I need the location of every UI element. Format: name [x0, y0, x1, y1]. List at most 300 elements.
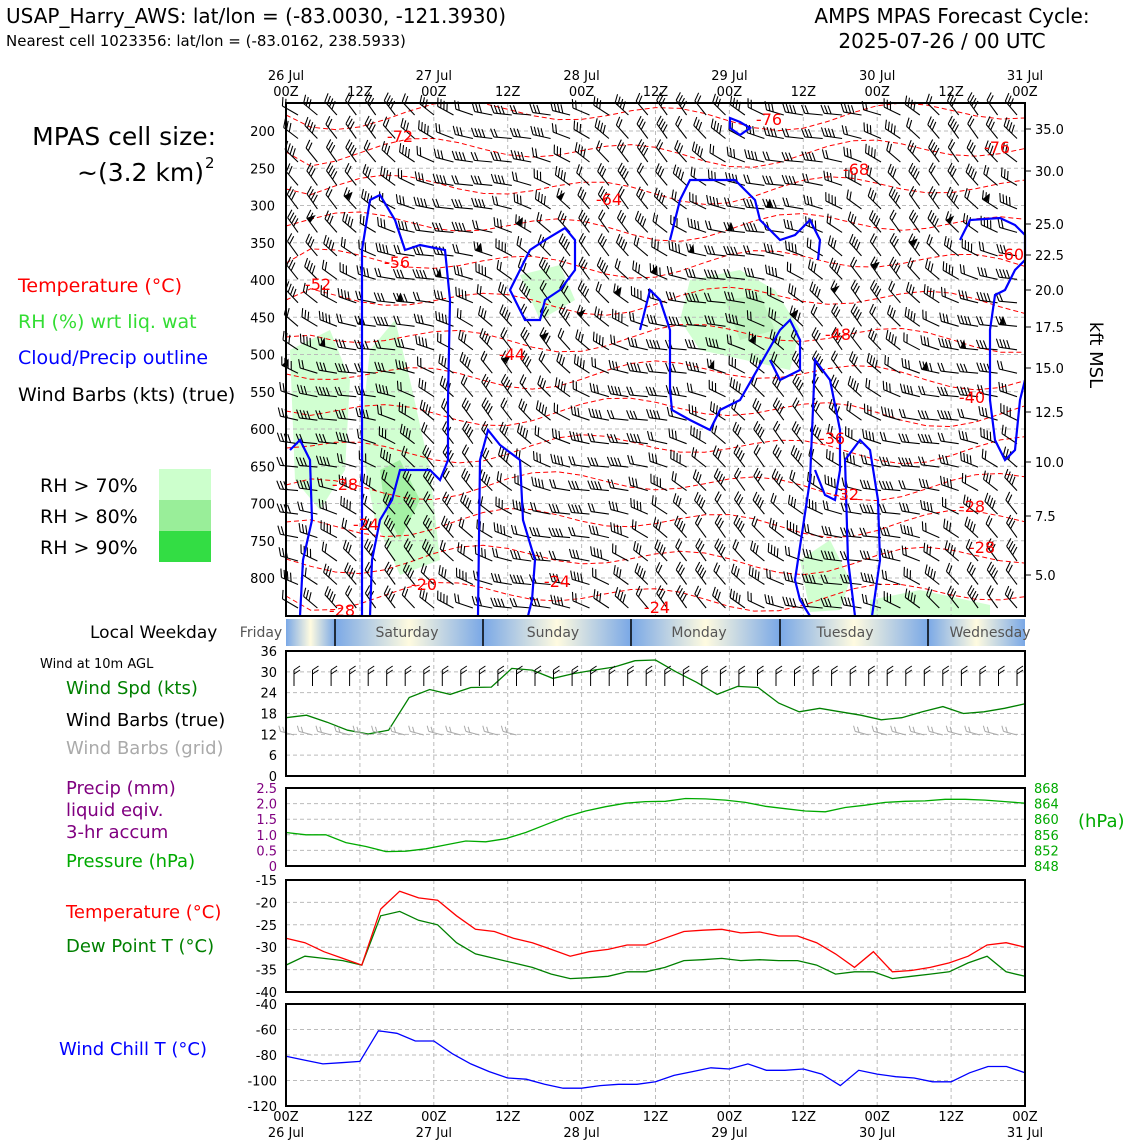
- pressure-tick-label: 500: [250, 348, 275, 364]
- wind-barb: [432, 199, 455, 209]
- top-hour-label: 00Z: [421, 85, 447, 100]
- wind-barb-staff: [1006, 500, 1017, 514]
- wind-barb-staff: [572, 440, 590, 444]
- wind-barb-feather: [705, 169, 712, 178]
- upper-air-panel: [250, 92, 1064, 620]
- wind-barb: [276, 504, 299, 515]
- wind-barb-staff: [397, 301, 415, 303]
- wind-barb: [770, 469, 790, 491]
- wind-barb: [490, 129, 513, 139]
- wind-barb: [530, 451, 553, 467]
- wind-barb-staff: [695, 523, 706, 537]
- wind-barb-feather: [407, 726, 411, 732]
- wind-barb-pennant: [982, 192, 992, 203]
- wind-barb-feather: [938, 287, 945, 296]
- wind-barb: [1003, 492, 1023, 514]
- wind-barb: [801, 129, 824, 139]
- wind-barb-staff: [848, 385, 861, 397]
- rh80-swatch: [159, 500, 211, 531]
- wind-barb-feather: [706, 380, 713, 389]
- wind-barb-staff: [809, 268, 823, 279]
- wind-barb-staff: [577, 173, 590, 186]
- wind-barb: [451, 175, 474, 185]
- wind-barb-staff: [616, 125, 628, 138]
- wind-barb-feather: [370, 726, 374, 732]
- surface-wind-barb: [906, 666, 912, 686]
- wind-barb-staff: [882, 489, 900, 491]
- pressure-tick-label: 750: [250, 534, 275, 550]
- wind-barb: [416, 378, 439, 397]
- wind-barb-staff: [520, 383, 531, 397]
- wind-barb-staff: [341, 505, 357, 514]
- wind-barb-staff: [922, 369, 940, 373]
- wind-barb: [285, 233, 304, 256]
- wind-barb: [470, 175, 493, 185]
- wind-barb: [764, 569, 787, 585]
- wind-barb-staff: [960, 348, 978, 350]
- wind-barb-staff: [615, 596, 628, 608]
- wind-barb: [840, 527, 863, 537]
- wind-barb: [746, 566, 769, 585]
- y-tick-label: -25: [255, 918, 277, 934]
- wind-barb-staff: [553, 132, 570, 138]
- wind-barb: [743, 149, 766, 162]
- wind-barb: [394, 194, 417, 209]
- wind-barb-feather: [461, 666, 467, 670]
- wind-barb-staff: [572, 512, 590, 514]
- wind-barb-feather: [297, 334, 304, 343]
- wind-barb: [569, 592, 592, 608]
- wind-barb: [868, 280, 887, 303]
- wind-barb-staff: [708, 229, 726, 232]
- wind-barb-staff: [984, 174, 998, 186]
- top-date-label: 31 Jul: [1006, 69, 1044, 84]
- wind-barb: [827, 258, 848, 279]
- wind-barb: [763, 594, 786, 608]
- wind-barb: [886, 281, 906, 303]
- wind-barb: [571, 354, 594, 373]
- wind-barb-feather: [368, 666, 374, 670]
- wind-barb: [706, 380, 729, 397]
- wind-barb: [956, 315, 979, 326]
- isotherm-label: -24: [352, 515, 380, 534]
- wind-barb-staff: [676, 547, 687, 561]
- wind-barb: [400, 93, 421, 115]
- wind-barb: [845, 376, 867, 397]
- wind-barb-feather: [871, 726, 875, 732]
- wind-barb: [806, 447, 828, 467]
- top-hour-label: 12Z: [790, 85, 817, 100]
- wind-barb: [956, 409, 979, 421]
- wind-barb: [918, 478, 941, 490]
- wind-barb-staff: [462, 453, 473, 468]
- wind-barb-pennant: [708, 359, 717, 369]
- wind-barb: [673, 116, 693, 138]
- wind-barb: [514, 423, 536, 443]
- wind-barb: [882, 120, 905, 139]
- wind-barb-staff: [345, 171, 356, 185]
- isotherm-label: -64: [595, 190, 623, 209]
- wind-barb-staff: [999, 347, 1017, 350]
- wind-barb: [917, 434, 940, 444]
- wind-barb-staff: [904, 576, 920, 585]
- wind-barb: [822, 192, 845, 209]
- wind-barb: [439, 398, 460, 420]
- wind-barb-staff: [593, 577, 609, 585]
- wind-barb: [809, 304, 829, 326]
- wind-barb: [995, 339, 1018, 350]
- wind-barb-staff: [533, 535, 551, 537]
- wind-barb: [356, 240, 379, 256]
- wind-barb: [609, 309, 632, 326]
- wind-barb: [615, 140, 635, 162]
- wind-barb-feather: [531, 169, 538, 178]
- wind-barb: [574, 304, 596, 326]
- wind-barb: [555, 328, 576, 350]
- wind-barb: [979, 449, 1002, 467]
- wind-barb: [632, 563, 653, 584]
- wind-barb-feather: [294, 666, 300, 670]
- wind-barb-staff: [306, 148, 317, 162]
- wind-barb-staff: [611, 510, 628, 515]
- wind-barb: [828, 280, 849, 303]
- wind-barb: [279, 590, 302, 608]
- wind-barb-staff: [320, 320, 337, 327]
- wind-barb: [433, 123, 456, 138]
- wind-barb: [609, 544, 632, 561]
- wind-barb: [807, 282, 828, 303]
- wind-barb: [575, 187, 595, 209]
- wind-barb: [1001, 117, 1022, 138]
- wind-barb: [472, 545, 495, 561]
- wind-barb-staff: [304, 596, 318, 608]
- wind-barb: [510, 172, 533, 186]
- wind-barb-staff: [377, 276, 395, 279]
- wind-barb: [650, 213, 672, 233]
- isotherm-label: -32: [832, 485, 860, 504]
- wind-barb-staff: [572, 558, 590, 561]
- precip-legend-line1: Precip (mm): [66, 778, 176, 799]
- wind-barb: [593, 282, 614, 303]
- y-tick-label: 18: [260, 707, 277, 723]
- wind-barb-staff: [805, 137, 823, 139]
- wind-barb-feather: [758, 666, 764, 670]
- wind-barb: [880, 381, 903, 397]
- wind-barb-staff: [280, 512, 298, 514]
- pressure-tick-label: 350: [250, 236, 275, 252]
- wind-barb: [509, 105, 532, 115]
- wind-barb-staff: [437, 320, 454, 326]
- wind-barb: [781, 175, 804, 185]
- right-tick-label: 864: [1034, 797, 1059, 813]
- wind-barb-staff: [377, 301, 395, 303]
- wind-barb-staff: [494, 137, 512, 139]
- wind-barb-staff: [438, 600, 454, 608]
- wind-barb-staff: [632, 528, 647, 537]
- wind-barb-staff: [497, 480, 512, 490]
- wind-barb: [587, 525, 610, 538]
- wind-barb-staff: [339, 322, 357, 326]
- wind-barb: [529, 104, 552, 115]
- wind-barb: [654, 562, 674, 584]
- pressure-tick-label: 650: [250, 460, 275, 476]
- wind-barbs-true-legend: Wind Barbs (true): [66, 710, 226, 731]
- top-hour-label: 00Z: [568, 85, 595, 100]
- wind-barb: [573, 329, 595, 349]
- wind-barb-feather: [589, 568, 596, 577]
- wind-barb: [647, 474, 670, 491]
- wind-barb-staff: [517, 432, 531, 444]
- right-tick-label: 852: [1034, 844, 1059, 860]
- wind-barb-staff: [533, 113, 551, 115]
- pressure-tick-label: 300: [250, 199, 275, 215]
- weekday-strip: [240, 619, 1031, 646]
- wind-barb: [781, 128, 804, 138]
- wind-barb-staff: [494, 557, 511, 561]
- wind-barb-staff: [579, 265, 590, 280]
- wind-barb: [924, 234, 945, 255]
- wind-barb: [985, 562, 1004, 585]
- wind-barb-feather: [926, 726, 930, 732]
- y-tick-label: 2.0: [256, 797, 277, 813]
- wind-barb: [514, 236, 536, 256]
- wind-barb: [686, 192, 709, 209]
- wind-barb-staff: [552, 488, 570, 491]
- wind-barb: [626, 362, 649, 373]
- wind-barb: [589, 357, 612, 373]
- wind-barb-staff: [908, 266, 920, 279]
- wind-barb-staff: [1007, 523, 1017, 538]
- wind-barb: [396, 143, 419, 162]
- wind-barb-staff: [669, 275, 686, 279]
- wind-barb: [751, 468, 770, 491]
- wind-barb: [626, 410, 649, 420]
- wind-barb: [732, 492, 751, 515]
- wind-barb-staff: [501, 406, 512, 420]
- wind-barb-feather: [997, 193, 1004, 202]
- wind-barb-feather: [463, 726, 467, 732]
- wind-barb-staff: [612, 531, 629, 537]
- wind-barb: [568, 456, 591, 467]
- wind-barb-feather: [426, 726, 430, 732]
- wind-barb: [538, 327, 558, 350]
- wind-barb: [887, 257, 907, 279]
- wind-barb: [946, 116, 965, 139]
- wind-barb-feather: [337, 262, 344, 271]
- wind-barb: [281, 119, 303, 139]
- wind-barb: [781, 197, 804, 208]
- wind-barb: [962, 517, 984, 538]
- wind-barb-feather: [822, 475, 829, 484]
- wind-barb-feather: [822, 192, 829, 201]
- wind-barb: [491, 217, 514, 232]
- wind-barb-staff: [766, 230, 784, 233]
- wind-barb: [627, 312, 650, 327]
- isotherm-label: -52: [304, 275, 332, 294]
- wind-barb-staff: [482, 382, 493, 397]
- wind-barb: [885, 164, 906, 185]
- wind-barb-staff: [728, 156, 745, 162]
- grid-wind-barb: [871, 726, 889, 735]
- wind-barb-staff: [902, 511, 920, 514]
- top-date-label: 29 Jul: [711, 69, 748, 84]
- surface-wind-barb: [405, 666, 411, 686]
- wind-barb-staff: [709, 389, 725, 397]
- isotherm-label: -72: [386, 127, 414, 146]
- wind-barb: [984, 516, 1004, 538]
- wind-barb-staff: [827, 223, 842, 233]
- wind-barb-staff: [553, 437, 570, 443]
- wind-barb: [997, 193, 1020, 209]
- height-tick-label: 30.0: [1035, 165, 1064, 180]
- wind-barb: [705, 169, 728, 185]
- height-tick-label: 5.0: [1035, 569, 1056, 584]
- wind-barb-staff: [851, 288, 861, 303]
- wind-barb-staff: [302, 317, 317, 326]
- wind-barb-staff: [513, 558, 531, 561]
- y-tick-label: 0.5: [256, 844, 277, 860]
- wind-barb: [459, 468, 479, 490]
- wind-barb: [847, 234, 868, 256]
- wind-barb: [382, 586, 402, 608]
- wind-barb: [491, 522, 514, 537]
- wind-barb-staff: [941, 321, 958, 326]
- wind-barb: [940, 519, 963, 538]
- wind-barb-feather: [919, 521, 926, 530]
- bottom-hour-label: 00Z: [864, 1110, 890, 1125]
- wind-panel: [260, 645, 1025, 785]
- weekday-name: Monday: [671, 625, 727, 641]
- wind-barb-staff: [788, 504, 803, 514]
- wind-barb-staff: [902, 417, 920, 420]
- wind-barb: [587, 503, 610, 514]
- wind-barb-feather: [424, 666, 430, 670]
- wind-barb-feather: [511, 474, 518, 483]
- wind-barb-staff: [650, 440, 668, 444]
- wind-barb-staff: [420, 597, 434, 608]
- wind-barb-staff: [514, 159, 532, 162]
- wind-barb-staff: [307, 171, 318, 186]
- surface-wind-barb: [850, 666, 856, 686]
- wind-barb-staff: [688, 370, 706, 373]
- wind-barb: [977, 428, 1000, 444]
- cycle-title: AMPS MPAS Forecast Cycle:: [814, 4, 1090, 28]
- wind-barb-staff: [903, 367, 920, 373]
- wind-barb: [498, 398, 518, 420]
- wind-barb: [859, 550, 882, 561]
- wind-barb: [440, 492, 460, 514]
- wind-barb-staff: [981, 250, 998, 256]
- wind-barb: [319, 542, 342, 561]
- y-tick-label: -15: [255, 874, 277, 889]
- wind-barb: [479, 374, 498, 397]
- grid-wind-barb: [407, 726, 425, 735]
- wind-barb-pennant: [614, 285, 624, 296]
- wind-barb: [509, 574, 532, 584]
- wind-barb: [965, 562, 985, 584]
- y-tick-label: 36: [260, 645, 277, 660]
- wind-barb-feather: [880, 381, 887, 390]
- wind-barb-feather: [739, 666, 745, 670]
- wind-barb-staff: [613, 318, 629, 326]
- wind-barb: [451, 199, 474, 209]
- isotherm-label: -44: [498, 345, 526, 364]
- wind-barb-staff: [805, 160, 823, 162]
- wind-barb: [529, 527, 552, 538]
- height-tick-label: 22.5: [1035, 249, 1064, 264]
- wind-barb: [412, 269, 435, 279]
- wind-barb-staff: [902, 392, 919, 396]
- wind-barb-staff: [826, 201, 842, 209]
- wind-barb-staff: [730, 105, 745, 115]
- wind-barb: [439, 516, 460, 538]
- wind-barb: [490, 105, 513, 115]
- wind-barb-staff: [766, 160, 784, 162]
- wind-barb-staff: [747, 183, 765, 186]
- wind-barb: [451, 244, 474, 256]
- wind-barb-staff: [416, 205, 434, 208]
- wind-barb-staff: [416, 300, 434, 302]
- wind-barb-staff: [631, 321, 648, 327]
- wind-barb: [335, 314, 358, 327]
- y-tick-label: 1.5: [256, 813, 277, 829]
- wind-barb-staff: [474, 184, 492, 186]
- wind-barb: [363, 116, 382, 138]
- wind-barb-staff: [416, 278, 434, 280]
- wind-barb-staff: [461, 383, 473, 397]
- rh90-label: RH > 90%: [40, 537, 138, 559]
- wind-barb: [730, 539, 751, 561]
- dewpoint-legend: Dew Point T (°C): [66, 936, 215, 957]
- wind-barb-staff: [360, 223, 375, 232]
- legend-rh: RH (%) wrt liq. wat: [18, 311, 197, 333]
- wind-barb: [921, 284, 944, 303]
- wind-barb: [801, 173, 824, 185]
- wind-barb: [977, 241, 1000, 255]
- wind-barb-staff: [904, 341, 920, 349]
- wind-barb-feather: [908, 726, 912, 732]
- grid-wind-barb: [908, 726, 926, 735]
- bottom-hour-label: 12Z: [494, 1110, 521, 1125]
- wind-barb-staff: [513, 136, 531, 138]
- wind-barb: [881, 98, 904, 115]
- weekday-name: Friday: [239, 625, 283, 641]
- wind-barb: [548, 528, 571, 538]
- wind-barb: [434, 97, 457, 115]
- wind-barb: [454, 542, 477, 561]
- wind-barb: [635, 139, 654, 162]
- wind-barb: [790, 398, 809, 421]
- grid-wind-barb: [296, 726, 314, 735]
- wind-barb-staff: [456, 602, 473, 608]
- y-tick-label: -40: [255, 998, 277, 1013]
- wind-barb: [665, 340, 688, 350]
- wind-barb-staff: [748, 600, 764, 608]
- wind-barb: [901, 567, 924, 585]
- wind-barb: [554, 187, 576, 208]
- wind-barb-staff: [961, 439, 978, 444]
- wind-barb: [304, 209, 324, 232]
- wind-barb: [707, 144, 730, 162]
- isotherm-label: -24: [643, 598, 671, 617]
- wind-barb-staff: [747, 133, 764, 139]
- wind-barb-staff: [851, 336, 862, 350]
- wind-barb: [453, 287, 476, 303]
- wind-barb-feather: [720, 666, 726, 670]
- wind-barb-staff: [925, 268, 939, 280]
- wind-barb: [898, 480, 921, 490]
- isotherm-label: -48: [824, 325, 852, 344]
